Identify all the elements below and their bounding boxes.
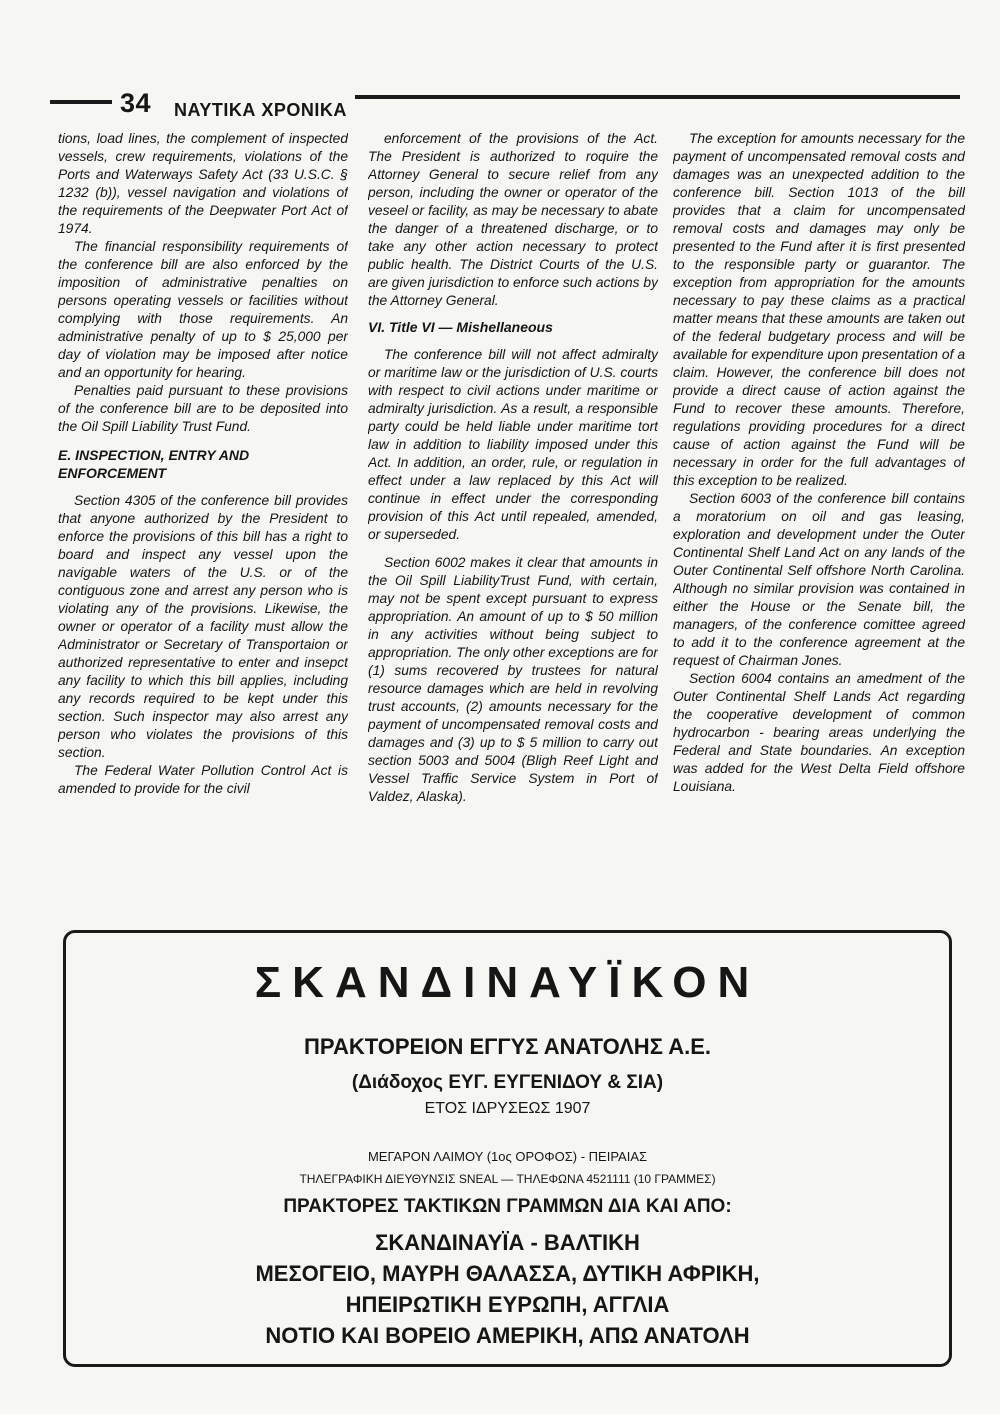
paragraph: Section 6004 contains an amedment of the Outer Continental Shelf Lands Act regarding the cooperative development of common hydrocarbon - bearing areas underlying the Federal and State boundaries. An exception was added for the West Delta Field offshore Louisiana. — [673, 671, 965, 794]
page-number: 34 — [120, 88, 152, 118]
ad-agents-heading: ΠΡΑΚΤΟΡΕΣ ΤΑΚΤΙΚΩΝ ΓΡΑΜΜΩΝ ΔΙΑ ΚΑΙ ΑΠΟ: — [283, 1196, 732, 1217]
ad-region-line: ΣΚΑΝΔΙΝΑΥΪΑ - ΒΑΛΤΙΚΗ — [375, 1230, 640, 1255]
paragraph: The exception for amounts necessary for the payment of uncompensated removal costs and damages was an unexpected addition to the conference bill. Section 1013 of the bill provides that a claim for uncompensated removal costs and damages may only be presented to the Fund after it is first presented to the responsible party or guarantor. The exception from appropriation for the amounts necessary to pay these claims as a practical matter means that these amounts are taken out of the federal budgetary process and will be available for expenditure upon presentation of a claim. However, the conference bill does not provide a direct cause of action against the Fund to recover these amounts. Therefore, regulations providing procedures for a direct cause of action against the Fund will be necessary in order for the full advantages of this exception to be realized. — [673, 131, 965, 488]
article-column-3 — [673, 130, 965, 912]
paragraph: Section 4305 of the conference bill provides that anyone authorized by the President to enforce the provisions of this bill has a right to board and inspect any vessel upon the navigable waters of the U.S. or of the contiguous zone and arrest any person who is violating any of the provisions. Likewise, the owner or operator of a facility must allow the Administrator or Secretary of Transportaion or authorized representative to enter and insepct any facility to which this bill applies, including any records required to be kept under this section. Such inspector may also arrest any person who violates the provisions of this section. — [58, 493, 348, 760]
paragraph: The Federal Water Pollution Control Act is amended to provide for the civil — [58, 763, 348, 796]
section-heading: E. INSPECTION, ENTRY AND ENFORCEMENT — [58, 447, 250, 481]
ad-address: ΜΕΓΑΡΟΝ ΛΑΙΜΟΥ (1ος ΟΡΟΦΟΣ) - ΠΕΙΡΑΙΑΣ — [367, 1149, 648, 1164]
ad-region-line: ΝΟΤΙΟ ΚΑΙ ΒΟΡΕΙΟ ΑΜΕΡΙΚΗ, ΑΠΩ ΑΝΑΤΟΛΗ — [265, 1323, 750, 1348]
paragraph: tions, load lines, the complement of inspected vessels, crew requirements, violations of the Ports and Waterways Safety Act (33 U.S.C. § 1232 (b)), vessel navigation and violations of the requirements of the Deepwater Port Act of 1974. — [58, 131, 348, 236]
header-rule-left — [50, 100, 112, 104]
ad-region-line: ΜΕΣΟΓΕΙΟ, ΜΑΥΡΗ ΘΑΛΑΣΣΑ, ΔΥΤΙΚΗ ΑΦΡΙΚΗ, — [255, 1261, 760, 1286]
ad-company-full-name: ΠΡΑΚΤΟΡΕΙΟΝ ΕΓΓΥΣ ΑΝΑΤΟΛΗΣ Α.Ε. — [304, 1034, 711, 1059]
ad-region-line: ΗΠΕΙΡΩΤΙΚΗ ΕΥΡΩΠΗ, ΑΓΓΛΙΑ — [345, 1292, 670, 1317]
article-column-1 — [58, 130, 348, 912]
ad-telegraph-phone: ΤΗΛΕΓΡΑΦΙΚΗ ΔΙΕΥΘΥΝΣΙΣ SNEAL — ΤΗΛΕΦΩΝΑ 4521111 (10 ΓΡΑΜΜΕΣ) — [299, 1172, 716, 1186]
header-rule-right — [355, 95, 960, 99]
paragraph: Penalties paid pursuant to these provisions of the conference bill are to be deposited into the Oil Spill Liability Trust Fund. — [58, 383, 348, 434]
section-heading: VI. Title VI — Mishellaneous — [368, 319, 553, 335]
ad-company-logo-name: ΣΚΑΝΔΙΝΑΥΪΚΟΝ — [254, 958, 761, 1007]
page-header — [50, 88, 960, 128]
article-column-2 — [368, 130, 658, 912]
journal-title: ΝΑΥΤΙΚΑ ΧΡΟΝΙΚΑ — [174, 100, 347, 120]
paragraph: The conference bill will not affect admiralty or maritime law or the jurisdiction of U.S. courts with respect to civil actions under maritime or admiralty jurisdiction. As a result, a responsible party could be held liable under maritime tort law in addition to liability imposed under this Act. In addition, an order, rule, or regulation in effect under a law replaced by this Act will continue in effect under the corresponding provision of this Act until repealed, amended, or superseded. — [368, 347, 658, 542]
ad-founded-year: ΕΤΟΣ ΙΔΡΥΣΕΩΣ 1907 — [424, 1100, 591, 1117]
paragraph: enforcement of the provisions of the Act. The President is authorized to roquire the Attorney General to secure relief from any person, including the owner or operator of the veseel or facility, as may be necessary to abate the danger of a threatened discharge, or to take any other action necessary to protect public health. The District Courts of the U.S. are given jurisdiction to enforce such actions by the Attorney General. — [368, 131, 658, 308]
paragraph: Section 6003 of the conference bill contains a moratorium on oil and gas leasing, exploration and development under the Outer Continental Shelf Land Act on any lands of the Outer Continental Self offshore North Carolina. Although no similar provision was contained in either the House or the Senate bill, the managers, of the conference comittee agreed to add it to the conference agreement at the request of Chairman Jones. — [673, 491, 965, 668]
paragraph: Section 6002 makes it clear that amounts in the Oil Spill LiabilityTrust Fund, with certain, may not be spent except pursuant to express appropriation. An amount of up to $ 50 million in any activities without being subject to appropriation. The only other exceptions are for (1) sums recovered by trustees for natural resource damages which are held in revolving trust accounts, (2) amounts necessary for the payment of uncompensated removal costs and damages and (3) up to $ 5 million to carry out section 5003 and 5004 (Bligh Reef Light and Vessel Traffic Service System in Port of Valdez, Alaska). — [368, 555, 658, 804]
paragraph: The financial responsibility requirements of the conference bill are also enforced by the imposition of administrative penalties on persons operating vessels or facilities without complying with those requirements. An administrative penalty of up to $ 25,000 per day of violation may be imposed after notice and an opportunity for hearing. — [58, 239, 348, 380]
ad-successor-line: (Διάδοχος ΕΥΓ. ΕΥΓΕΝΙΔΟΥ & ΣΙΑ) — [351, 1072, 664, 1093]
advertisement-box — [63, 930, 952, 1367]
